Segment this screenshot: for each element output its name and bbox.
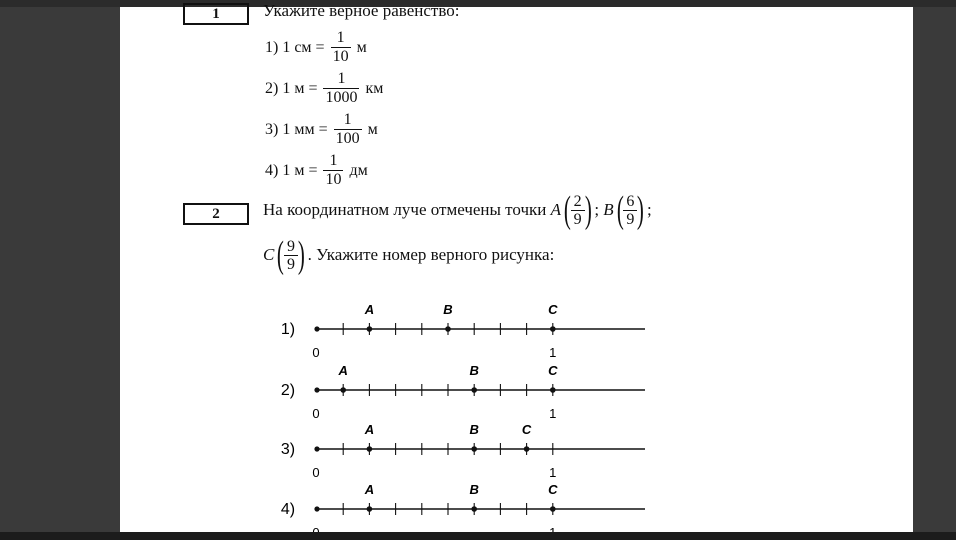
tick-label-zero: 0 xyxy=(312,465,320,480)
point-a-marker xyxy=(367,326,373,332)
number-line-figures xyxy=(120,7,913,532)
fraction-denominator: 1000 xyxy=(325,89,358,106)
origin-point xyxy=(314,506,319,511)
point-b-label: B xyxy=(469,482,479,497)
point-a-label: A xyxy=(364,482,375,497)
option-unit: дм xyxy=(349,161,368,179)
origin-point xyxy=(314,326,319,331)
option-lhs: 1 мм = xyxy=(282,120,328,138)
point-a-label: A xyxy=(550,200,561,219)
figure-index: 4) xyxy=(280,501,296,518)
fraction-numerator: 1 xyxy=(336,29,345,46)
question-2-prompt-start: На координатном луче отмечены точки xyxy=(263,200,547,219)
tick-label-one: 1 xyxy=(549,345,557,360)
document-page xyxy=(120,1,913,532)
option-index: 3) xyxy=(265,120,279,138)
point-c-marker xyxy=(524,446,530,452)
option-unit: м xyxy=(356,38,367,56)
figure-index: 2) xyxy=(280,382,296,399)
tick-label-one: 1 xyxy=(549,465,557,480)
figure-index: 3) xyxy=(280,441,296,458)
separator: ; xyxy=(594,200,600,219)
point-a-coordinate: A ( $\frac{2}{9}$ ) xyxy=(550,189,592,231)
option-index: 2) xyxy=(265,79,279,97)
point-c-marker xyxy=(550,326,556,332)
option-lhs: 1 см = xyxy=(282,38,325,56)
option-index: 4) xyxy=(265,161,279,179)
fraction-denominator: 10 xyxy=(325,171,342,188)
option-index: 1) xyxy=(265,38,279,56)
point-a-marker xyxy=(367,506,373,512)
option-unit: м xyxy=(367,120,378,138)
option-lhs: 1 м = xyxy=(282,79,318,97)
fraction-numerator: 1 xyxy=(337,70,346,87)
point-c-label: C xyxy=(521,422,532,437)
tick-label-zero: 0 xyxy=(312,406,320,421)
question-1-number: 1 xyxy=(212,6,220,22)
point-b-denominator: 9 xyxy=(623,210,637,228)
point-b-label: B xyxy=(469,363,479,378)
figure-index: 1) xyxy=(280,321,296,338)
point-a-label: A xyxy=(364,422,375,437)
question-1-prompt: Укажите верное равенство: xyxy=(263,1,460,20)
point-c-label: C xyxy=(548,363,558,378)
point-c-coordinate: C ( $\frac{9}{9}$ ) xyxy=(263,234,305,276)
point-b-label: B xyxy=(603,200,614,219)
point-a-label: A xyxy=(364,302,375,317)
point-c-marker xyxy=(550,506,556,512)
point-b-marker xyxy=(471,506,477,512)
point-b-marker xyxy=(471,446,477,452)
point-a-label: A xyxy=(338,363,348,378)
point-c-label: C xyxy=(548,302,558,317)
tick-label-one: 1 xyxy=(549,406,557,421)
tick-label-zero: 0 xyxy=(312,345,320,360)
question-2-number: 2 xyxy=(212,206,220,222)
window-bottom-border xyxy=(0,532,956,540)
point-c-label: C xyxy=(548,482,558,497)
point-a-numerator: 2 xyxy=(573,192,582,210)
fraction-denominator: 10 xyxy=(332,48,349,65)
fraction-denominator: 100 xyxy=(335,130,360,147)
point-c-denominator: 9 xyxy=(284,255,298,273)
point-a-marker xyxy=(340,387,346,393)
point-a-denominator: 9 xyxy=(571,210,585,228)
origin-point xyxy=(314,446,319,451)
question-2-prompt-end: . Укажите номер верного рисунка: xyxy=(307,245,555,264)
origin-point xyxy=(314,387,319,392)
separator: ; xyxy=(647,200,652,219)
point-b-marker xyxy=(471,387,477,393)
point-c-label: C xyxy=(263,245,275,264)
point-c-marker xyxy=(550,387,556,393)
point-b-coordinate: B ( $\frac{6}{9}$ ) xyxy=(603,189,645,231)
option-lhs: 1 м = xyxy=(282,161,318,179)
window-top-border xyxy=(0,0,956,7)
point-b-label: B xyxy=(469,422,479,437)
point-c-numerator: 9 xyxy=(287,237,295,255)
fraction-numerator: 1 xyxy=(343,111,352,128)
point-a-marker xyxy=(367,446,373,452)
fraction-numerator: 1 xyxy=(329,152,338,169)
point-b-label: B xyxy=(443,302,453,317)
option-unit: км xyxy=(365,79,384,97)
point-b-marker xyxy=(445,326,451,332)
point-b-numerator: 6 xyxy=(626,192,635,210)
